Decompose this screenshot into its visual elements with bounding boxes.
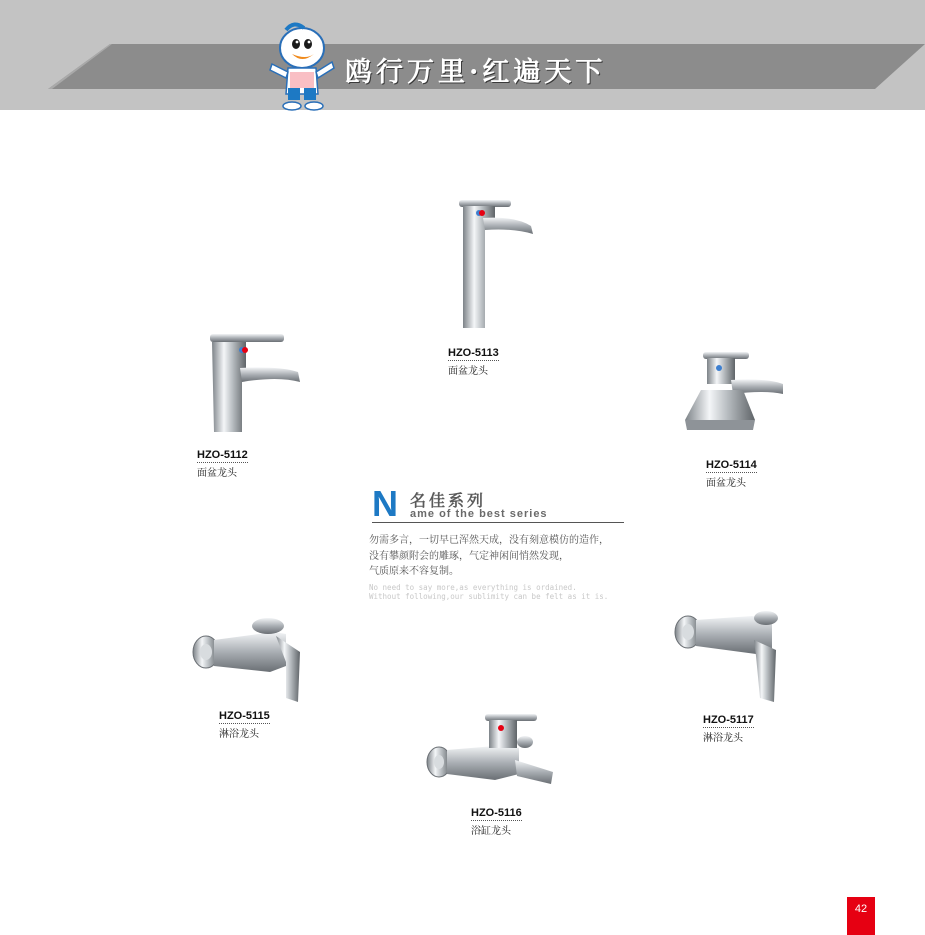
page-number-box (847, 897, 875, 935)
page-number: 42 (854, 903, 868, 915)
product-code: HZO-5114 (706, 459, 757, 471)
product-name: 浴缸龙头 (471, 826, 511, 837)
header-slogan: 鸥行万里·红遍天下 (345, 57, 607, 88)
product-image-hzo-5114 (683, 350, 787, 436)
product-name: 面盆龙头 (197, 468, 237, 479)
product-code: HZO-5116 (471, 807, 522, 819)
description-line: 气质原来不容复制。 (369, 566, 459, 577)
product-code: HZO-5113 (448, 347, 499, 359)
product-image-hzo-5115 (190, 612, 302, 708)
product-image-hzo-5116 (425, 712, 559, 792)
description-en-line: No need to say more,as everything is ordained. (369, 583, 577, 592)
product-label (703, 708, 773, 744)
series-description-en (369, 584, 608, 601)
product-image-hzo-5117 (672, 606, 782, 706)
duck-mascot-logo (266, 18, 336, 114)
series-en-title: ame of the best series (410, 508, 548, 520)
product-name: 淋浴龙头 (219, 729, 259, 740)
series-initial: N (372, 483, 398, 524)
series-cn-title: 名佳系列 (410, 491, 487, 510)
description-line: 没有攀颜附会的雕琢，气定神闲间悄然发现， (369, 550, 569, 562)
series-underline (372, 522, 624, 523)
description-en-line: Without following,our sublimity can be felt as it is. (369, 591, 609, 601)
product-label (706, 453, 776, 489)
product-code: HZO-5117 (703, 714, 754, 726)
product-label (197, 443, 267, 479)
product-name: 面盆龙头 (706, 478, 746, 489)
product-label (471, 801, 541, 837)
product-name: 面盆龙头 (448, 366, 488, 377)
product-image-hzo-5113 (455, 196, 537, 336)
product-label (219, 704, 289, 740)
description-line: 勿需多言，一切早已浑然天成，没有刻意模仿的造作， (369, 535, 609, 546)
product-code: HZO-5112 (197, 449, 248, 461)
product-image-hzo-5112 (206, 330, 306, 436)
product-code: HZO-5115 (219, 710, 270, 722)
product-label (448, 341, 518, 377)
product-name: 淋浴龙头 (703, 733, 743, 744)
series-description (369, 533, 609, 580)
